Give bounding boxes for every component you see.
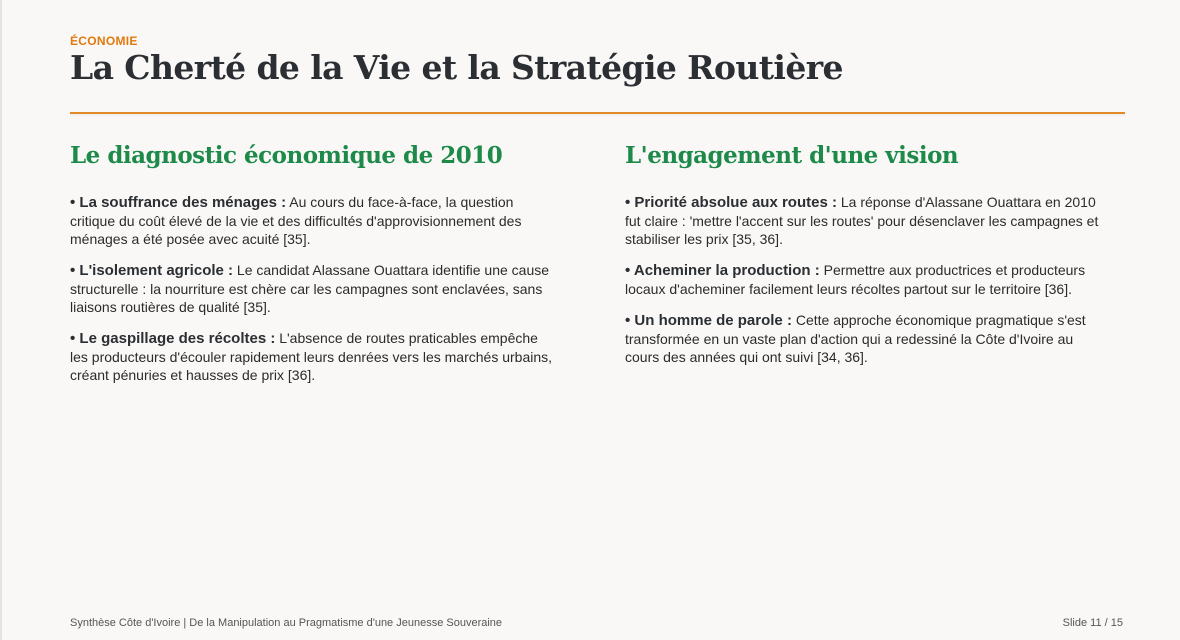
title-divider [70, 112, 1125, 114]
bullet-text: Le candidat Alassane Ouattara identifie une cause structurelle : la nourriture est chère car les campagnes sont enclavées, sans liaisons routières de qualité [35]. [70, 262, 550, 315]
left-column-heading: Le diagnostic économique de 2010 [70, 142, 503, 169]
right-column-heading: L'engagement d'une vision [625, 142, 959, 169]
bullet-lead: • Un homme de parole : [625, 312, 792, 329]
bullet-text: La réponse d'Alassane Ouattara en 2010 fut claire : 'mettre l'accent sur les routes' pour désenclaver les campagnes et stabiliser les prix [35, 36]. [625, 194, 1099, 247]
bullet-lead: • Le gaspillage des récoltes : [70, 330, 276, 347]
left-column [70, 142, 555, 397]
bullet-text: L'absence de routes praticables empêche les producteurs d'écouler rapidement leurs denrées vers les marchés urbains, créant pénuries et hausses de prix [36]. [70, 330, 553, 383]
footer-presentation-title: Synthèse Côte d'Ivoire | De la Manipulation au Pragmatisme d'une Jeunesse Souveraine [70, 617, 503, 629]
bullet-text: Permettre aux productrices et producteurs locaux d'acheminer facilement leurs récoltes partout sur le territoire [36]. [625, 262, 1086, 297]
bullet-lead: • L'isolement agricole : [70, 262, 234, 279]
section-kicker: ÉCONOMIE [70, 34, 138, 48]
bullet-item [70, 193, 555, 248]
page-title: La Cherté de la Vie et la Stratégie Routière [70, 48, 843, 87]
bullet-lead: • Priorité absolue aux routes : [625, 194, 837, 211]
bullet-item [70, 329, 555, 384]
bullet-item [625, 193, 1110, 248]
bullet-lead: • Acheminer la production : [625, 262, 820, 279]
slide-number: Slide 11 / 15 [1062, 617, 1123, 629]
bullet-item [625, 311, 1110, 366]
bullet-text: Au cours du face-à-face, la question critique du coût élevé de la vie et des difficultés d'approvisionnement des ménages a été posée avec acuité [35]. [70, 194, 522, 247]
right-column [625, 142, 1110, 379]
bullet-item [625, 261, 1110, 298]
bullet-text: Cette approche économique pragmatique s'est transformée en un vaste plan d'action qui a redessiné la Côte d'Ivoire au cours des années qui ont suivi [34, 36]. [625, 312, 1086, 365]
bullet-lead: • La souffrance des ménages : [70, 194, 287, 211]
bullet-item [70, 261, 555, 316]
